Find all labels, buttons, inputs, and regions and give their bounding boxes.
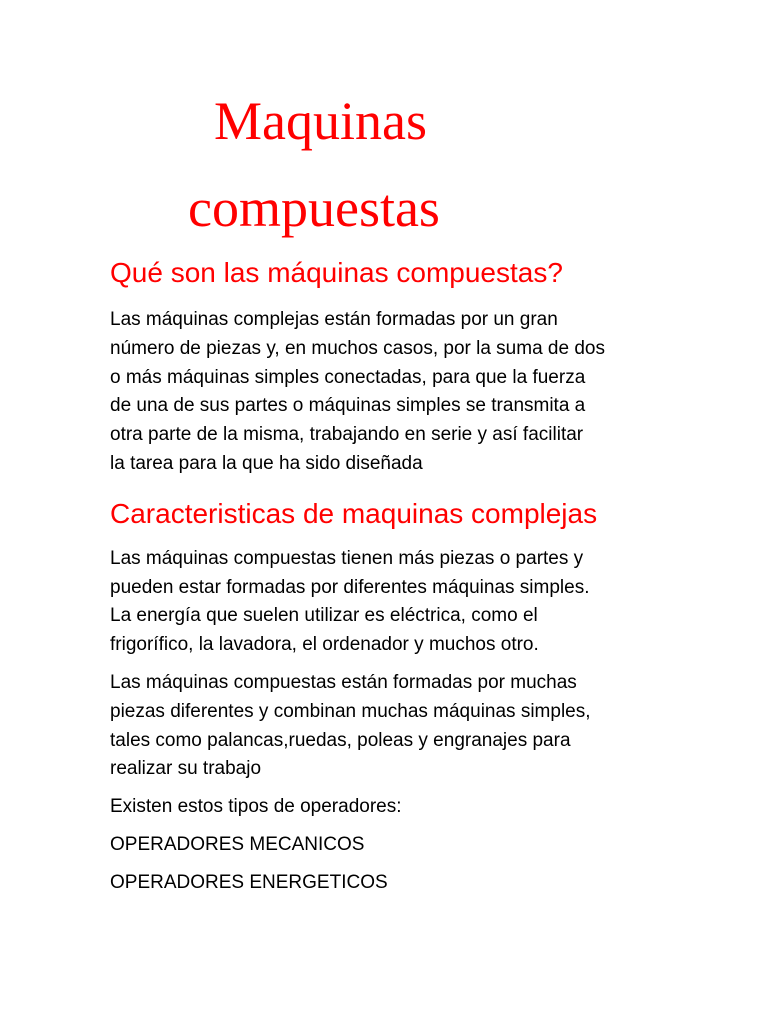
text-line: frigorífico, la lavadora, el ordenador y muchos otro. (110, 634, 539, 656)
text-line: Las máquinas complejas están formadas por un gran (110, 309, 558, 330)
text-line: pueden estar formadas por diferentes máquinas simples. (110, 576, 590, 598)
text-line: realizar su trabajo (110, 758, 262, 780)
text-line: número de piezas y, en muchos casos, por la suma de dos (110, 337, 605, 359)
text-line: Las máquinas compuestas tienen más piezas o partes y (110, 547, 584, 569)
text-line: La energía que suelen utilizar es eléctrica, como el (110, 605, 538, 627)
text-line: otra parte de la misma, trabajando en serie y así facilitar (110, 424, 584, 446)
operator-energetic: OPERADORES ENERGETICOS (110, 871, 388, 893)
paragraph-operator-types: Existen estos tipos de operadores: (110, 796, 402, 818)
document-body (110, 254, 670, 898)
text-line: Las máquinas compuestas están formadas por muchas (110, 671, 577, 693)
text-line: tales como palancas,ruedas, poleas y engranajes para (110, 729, 571, 751)
section-heading-what-are: Qué son las máquinas compuestas? (110, 257, 563, 288)
section-heading-characteristics: Caracteristicas de maquinas complejas (110, 497, 598, 529)
text-line: o más máquinas simples conectadas, para que la fuerza (110, 366, 586, 388)
text-line: la tarea para la que ha sido diseñada (110, 452, 423, 474)
paragraph-composition (110, 669, 670, 784)
text-line: piezas diferentes y combinan muchas máquinas simples, (110, 700, 591, 722)
operator-mechanical: OPERADORES MECANICOS (110, 833, 365, 855)
title-line-1: Maquinas (214, 91, 427, 151)
paragraph-definition (110, 306, 670, 479)
text-line: de una de sus partes o máquinas simples se transmita a (110, 395, 586, 417)
paragraph-characteristics (110, 545, 670, 660)
title-line-2: compuestas (188, 178, 440, 238)
